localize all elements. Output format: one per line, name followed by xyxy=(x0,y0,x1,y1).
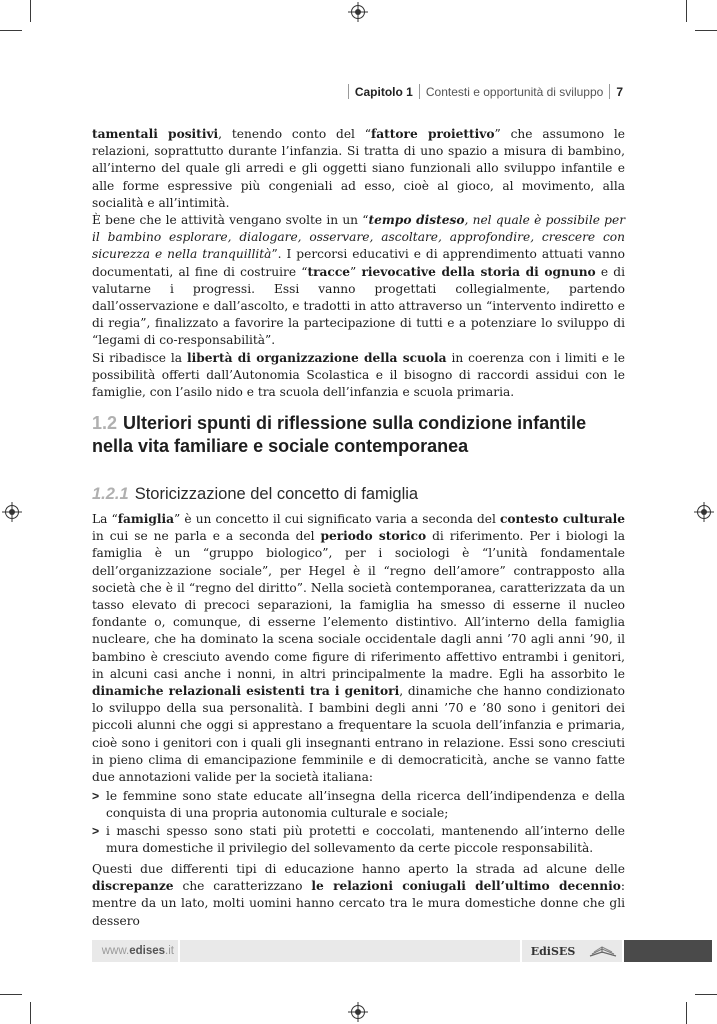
text: , tenendo conto del “ xyxy=(218,127,372,141)
bold-text: famiglia xyxy=(117,512,175,526)
bold-italic-text: tempo disteso xyxy=(368,213,465,228)
footer-bar xyxy=(92,940,712,962)
paragraph xyxy=(92,350,625,402)
web-suffix: .it xyxy=(165,945,174,957)
section-number: 1.2 xyxy=(92,413,118,433)
text: ” è un concetto il cui significato varia a seconda del xyxy=(174,512,500,526)
crop-mark xyxy=(0,30,22,31)
book-icon xyxy=(584,940,622,962)
text: ” xyxy=(350,264,362,279)
registration-mark-icon xyxy=(5,505,19,519)
body-text-top xyxy=(92,126,625,401)
footer-accent xyxy=(624,940,712,962)
paragraph xyxy=(92,212,625,350)
bold-text: periodo storico xyxy=(320,529,427,544)
text: che caratterizzano xyxy=(173,879,312,894)
italic-text: , nel quale è possibile per il bambino esplorare, dialogare, osservare, ascoltare, approfondire, crescere con sicurezza e nella tranquillità xyxy=(92,213,626,262)
text: di riferimento. Per i biologi la famiglia è un “gruppo biologico”, per i sociologi è “l’unità fondamentale dell’organizzazione sociale”, per Hegel è il “regno dell’amore” contrapposto alla società che è il “regno del diritto”. Nella società contemporanea, caratterizzata da un tasso elevato di precoci separazioni, la famiglia ha smesso di esserne il nucleo fondante o, comunque, di esserne l’elemento distintivo. All’interno della famiglia nucleare, che ha dominato la scena sociale occidentale dagli anni ’70 agli anni ’90, il bambino è cresciuto avendo come figure di riferimento affettivo entrambi i genitori, in alcuni casi anche i nonni, in altri principalmente la madre. Egli ha assorbito le xyxy=(92,529,625,681)
subsection-heading xyxy=(92,484,632,504)
bold-text: rievocative della storia di ognuno xyxy=(361,264,596,279)
crop-mark xyxy=(686,1002,687,1024)
text: La “ xyxy=(92,512,118,526)
section-title: Ulteriori spunti di riflessione sulla condizione infantile nella vita familiare e sociale contemporanea xyxy=(92,413,587,456)
body-text-bottom xyxy=(92,511,625,930)
bullet-list xyxy=(92,788,625,857)
page-number: 7 xyxy=(616,84,623,99)
text: Si ribadisce la xyxy=(92,350,187,365)
footer-website xyxy=(92,940,178,962)
running-head xyxy=(342,84,623,99)
registration-mark-icon xyxy=(351,1005,365,1019)
crop-mark xyxy=(30,0,31,22)
text: , dinamiche che hanno condizionato lo sviluppo della sua personalità. I bambini degli anni ’70 e ’80 sono i genitori dei piccoli alunni che oggi si apprestano a frequentare la scuola dell’infanzia e primaria, cioè sono i genitori con i quali gli insegnanti entrano in relazione. Essi sono cresciuti in pieno clima di emancipazione femminile e di democraticità, anche se vanno fatte due annotazioni valide per la società italiana: xyxy=(92,684,625,785)
text: ”. I percorsi educativi e di apprendimento attuati vanno documentati, al fine di costruire “ xyxy=(92,247,625,279)
text: e di valutarne i progressi. Essi vanno progettati collegialmente, partendo dall’osservazione e dall’ascolto, e tradotti in atto attraverso un “intervento indiretto e di regia”, finalizzato a favorire la partecipazione di tutti e a potenziare lo sviluppo di “legami di co-responsabilità”. xyxy=(92,264,625,348)
running-head-divider xyxy=(348,84,349,99)
registration-mark-icon xyxy=(351,5,365,19)
crop-mark xyxy=(686,0,687,22)
bold-text: fattore proiettivo xyxy=(371,127,495,141)
subsection-number: 1.2.1 xyxy=(92,485,129,503)
chapter-title: Contesti e opportunità di sviluppo xyxy=(425,84,604,99)
bold-text: tracce xyxy=(307,264,351,279)
bold-text: discrepanze xyxy=(92,879,174,894)
text: in cui se ne parla e a seconda del xyxy=(92,529,321,544)
bold-text: dinamiche relazionali esistenti tra i genitori xyxy=(92,684,400,699)
subsection-title: Storicizzazione del concetto di famiglia xyxy=(134,485,419,503)
paragraph xyxy=(92,861,625,930)
bold-text: contesto culturale xyxy=(499,512,625,526)
web-prefix: www. xyxy=(101,945,130,957)
text: in coerenza con i limiti e le possibilità offerti dall’Autonomia Scolastica e il bisogno di raccordi assidui con le famiglie, con l’asilo nido e tra scuola dell’infanzia e scuola primaria. xyxy=(92,350,625,400)
bold-text: le relazioni coniugali dell’ultimo decennio xyxy=(311,879,621,894)
running-head-divider xyxy=(419,84,420,99)
chapter-label: Capitolo 1 xyxy=(354,84,413,99)
list-item: > i maschi spesso sono stati più protetti e coccolati, mantenendo all’interno delle mura domestiche il privilegio del sollevamento da certe piccole responsabilità. xyxy=(92,823,625,857)
crop-mark xyxy=(695,994,717,995)
text: È bene che le attività vengano svolte in un “ xyxy=(92,213,369,228)
running-head-divider xyxy=(609,84,610,99)
text: : mentre da un lato, molti uomini hanno cercato tra le mura domestiche donne che gli dessero xyxy=(92,879,625,928)
bold-text: tamentali positivi xyxy=(92,127,219,141)
crop-mark xyxy=(695,30,717,31)
web-domain: edises xyxy=(129,945,166,957)
text: Questi due differenti tipi di educazione hanno aperto la strada ad alcune delle xyxy=(92,862,625,877)
publisher-logo: EdiSES xyxy=(522,940,584,962)
list-item: > le femmine sono state educate all’insegna della ricerca dell’indipendenza e della conquista di una propria autonomia culturale e sociale; xyxy=(92,788,625,822)
bold-text: libertà di organizzazione della scuola xyxy=(186,350,447,365)
registration-mark-icon xyxy=(697,505,711,519)
crop-mark xyxy=(0,994,22,995)
footer-band xyxy=(180,940,520,962)
crop-mark xyxy=(30,1002,31,1024)
paragraph xyxy=(92,511,625,786)
paragraph xyxy=(92,126,625,212)
text: ” che assumono le relazioni, soprattutto durante l’infanzia. Si tratta di uno spazio a misura di bambino, all’interno del quale gli arredi e gli oggetti siano funzionali allo sviluppo infantile e alle forme espressive più congeniali ad esso, cioè al gioco, al movimento, alla socialità e all’intimità. xyxy=(92,127,625,210)
section-heading xyxy=(92,412,632,458)
